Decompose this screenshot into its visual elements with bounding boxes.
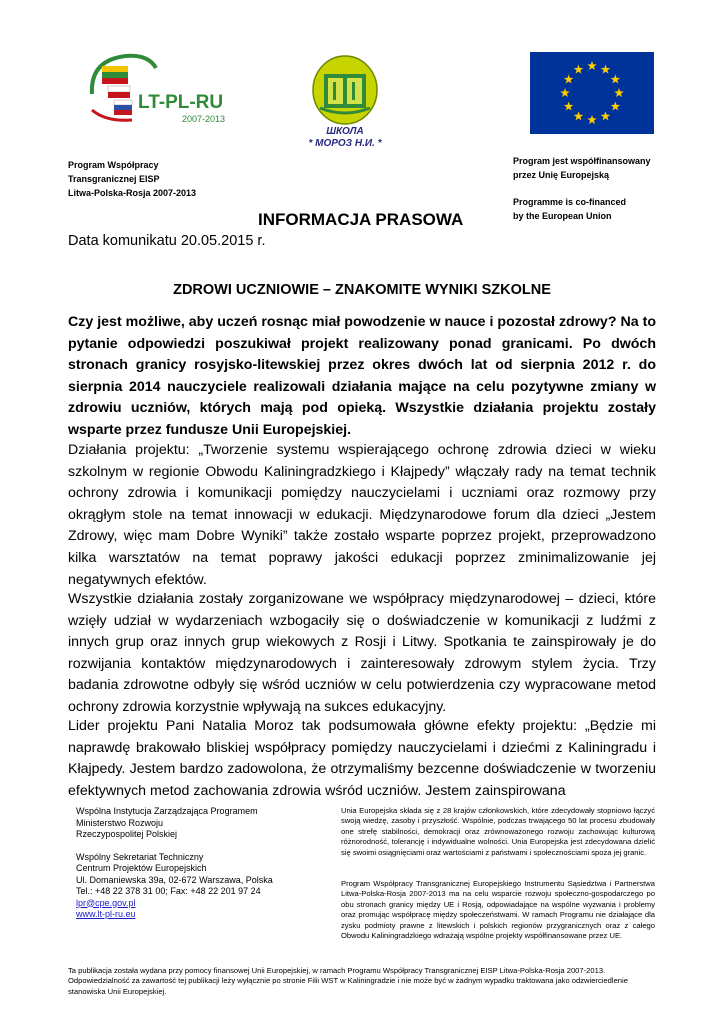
lead-paragraph: Czy jest możliwe, aby uczeń rosnąc miał powodzenie w nauce i pozostał zdrowy? Na to pytanie odpowiedzi poszukiwał projekt realizowany ponad granicami. Po dwóch stronach granicy rosyjsko-litewskiej przez okres dwóch lat od sierpnia 2012 r. do sierpnia 2014 nauczyciele realizowali działania mające na celu pozytywne zmiany w zdrowiu uczniów, których mają pod opieką. Wszystkie działania projektu zostały wsparte przez fundusze Unii Europejskiej. xyxy=(68,314,656,438)
managing-authority-line: Wspólna Instytucja Zarządzająca Programem xyxy=(76,806,258,816)
cofinance-en-line: Programme is co-financed xyxy=(513,197,627,207)
secretariat-line: Centrum Projektów Europejskich xyxy=(76,863,207,873)
eu-star-icon xyxy=(611,75,621,84)
managing-authority-line: Ministerstwo Rozwoju xyxy=(76,817,164,828)
school-logo-line2: * МОРОЗ Н.И. * xyxy=(308,138,382,149)
eu-star-icon xyxy=(611,102,621,111)
ltplru-logo-graphic xyxy=(86,50,236,130)
eu-star-icon xyxy=(601,65,611,74)
body-paragraph: Wszystkie działania zostały zorganizowane we współpracy międzynarodowej – dzieci, które wzięły udział w wydarzeniach wzbogaciły się o doświadczenie w komunikacji z ludźmi z innych grup oraz innych grup wiekowych z Rosji i Litwy. Spotkania te zainspirowały je do rozwijania kontaktów międzynarodowych i zainteresowały zdrowym stylem życia. Trzy badania zdrowotne odbyły się wśród uczniów w celu potwierdzenia czy wypracowane metod ochrony zdrowia korzystnie wpływają na sukces edukacyjny. xyxy=(68,591,656,715)
website-link[interactable]: www.lt-pl-ru.eu xyxy=(76,909,136,919)
footer-contact xyxy=(76,806,316,921)
ltplru-logo-name: LT-PL-RU xyxy=(138,92,224,113)
eu-star-icon xyxy=(564,75,574,84)
ltplru-logo-years: 2007-2013 xyxy=(182,114,226,124)
page-title: INFORMACJA PRASOWA xyxy=(258,210,464,229)
managing-authority-line: Rzeczypospolitej Polskiej xyxy=(76,829,178,839)
release-date: Data komunikatu 20.05.2015 r. xyxy=(68,233,266,249)
cofinance-en-line: by the European Union xyxy=(513,211,612,221)
eu-star-icon xyxy=(601,111,611,120)
cofinance-pl-line: przez Unię Europejską xyxy=(513,170,610,180)
body-paragraph: Lider projektu Pani Natalia Moroz tak podsumowała główne efekty projektu: „Będzie mi naprawdę brakowało bliskiej współpracy pomiędzy nauczycielami i dziećmi z Kaliningradu i Kłajpedy. Jestem bardzo zadowolona, że otrzymaliśmy bezcenne doświadczenie w tworzeniu efektywnych metod zachowania zdrowia wśród uczniów. Jestem zainspirowana xyxy=(68,718,656,799)
cofinance-pl-line: Program jest współfinansowany xyxy=(513,156,651,166)
eu-star-icon xyxy=(574,111,584,120)
secretariat-line: Wspólny Sekretariat Techniczny xyxy=(76,851,204,862)
program-left-line: Transgranicznej EISP xyxy=(68,174,160,184)
ltplru-logo xyxy=(86,50,236,130)
eu-star-icon xyxy=(564,102,574,111)
eu-star-icon xyxy=(614,88,624,97)
eu-star-icon xyxy=(560,88,570,97)
school-logo xyxy=(300,52,390,152)
eu-star-icon xyxy=(587,115,597,124)
program-description: Program Współpracy Transgranicznej Europejskiego Instrumentu Sąsiedztwa i Partnerstwa Litwa-Polska-Rosja 2007-2013 ma na celu wsparcie rozwoju społeczno-gospodarczego po obu stronach granicy między UE i Rosją, odpowiadające na wspólne wyzwania i problemy oraz promując współpracę między społeczeństwami. W ramach Programu nie działające dla zysku podmioty prawne z litewskich i polskich regionów przygranicznych oraz z całego Obwodu Kaliningradzkiego wdrażają wspólne projekty współfinansowane przez UE. xyxy=(341,879,655,941)
secretariat-line: Ul. Domaniewska 39a, 02-672 Warszawa, Polska xyxy=(76,874,273,885)
eu-stars xyxy=(530,52,654,134)
eu-star-icon xyxy=(587,61,597,70)
publication-disclaimer: Ta publikacja została wydana przy pomocy finansowej Unii Europejskiej, w ramach Programu Współpracy Transgranicznej EISP Litwa-Polska-Rosja 2007-2013. Odpowiedzialność za zawartość tej publikacji leży wyłącznie po stronie Filii WST w Kaliningradzie i nie może być w żadnym wypadku traktowana jako odzwierciedlenie stanowiska Unii Europejskiej. xyxy=(68,966,628,996)
school-logo-graphic xyxy=(300,52,390,152)
program-info-right xyxy=(513,154,713,223)
secretariat-line: Tel.: +48 22 378 31 00; Fax: +48 22 201 97 24 xyxy=(76,886,261,896)
program-left-line: Program Współpracy xyxy=(68,160,159,170)
school-logo-line1: ШКОЛА xyxy=(326,126,364,137)
eu-flag-logo xyxy=(530,52,654,134)
program-info-left xyxy=(68,158,268,200)
eu-star-icon xyxy=(574,65,584,74)
article-headline: ZDROWI UCZNIOWIE – ZNAKOMITE WYNIKI SZKOLNE xyxy=(173,282,551,298)
email-link[interactable]: lpr@cpe.gov.pl xyxy=(76,897,136,908)
eu-description: Unia Europejska składa się z 28 krajów członkowskich, które zdecydowały stopniowo łączyć swoją wiedzę, zasoby i przyszłość. Wspólnie, podczas trwającego 50 lat procesu zbudowały one strefę stabilności, demokracji oraz zrównoważonego rozwoju zachowując kulturową różnorodność, tolerancję i indywidualne wolności. Unia Europejska jest zdecydowana dzielić się swoimi osiągnięciami oraz wartościami z państwami i społecznościami spoza jej granic. xyxy=(341,806,655,857)
body-paragraph: Działania projektu: „Tworzenie systemu wspierającego ochronę zdrowia dzieci w wieku szkolnym w regionie Obwodu Kaliningradzkiego i Kłajpedy” włączały rady na temat technik ochrony zdrowia i komunikacji pomiędzy nauczycielami i uczniami oraz rozmowy przy okrągłym stole na temat innowacji w edukacji. Międzynarodowe forum dla dzieci „Jestem Zdrowy, więc mam Dobre Wyniki” także zostało wsparte poprzez projekt, przeprowadzono kilka warsztatów na temat poprawy jakości edukacji poprzez zminimalizowanie jej negatywnych efektów. xyxy=(68,442,656,588)
program-left-line: Litwa-Polska-Rosja 2007-2013 xyxy=(68,188,197,198)
